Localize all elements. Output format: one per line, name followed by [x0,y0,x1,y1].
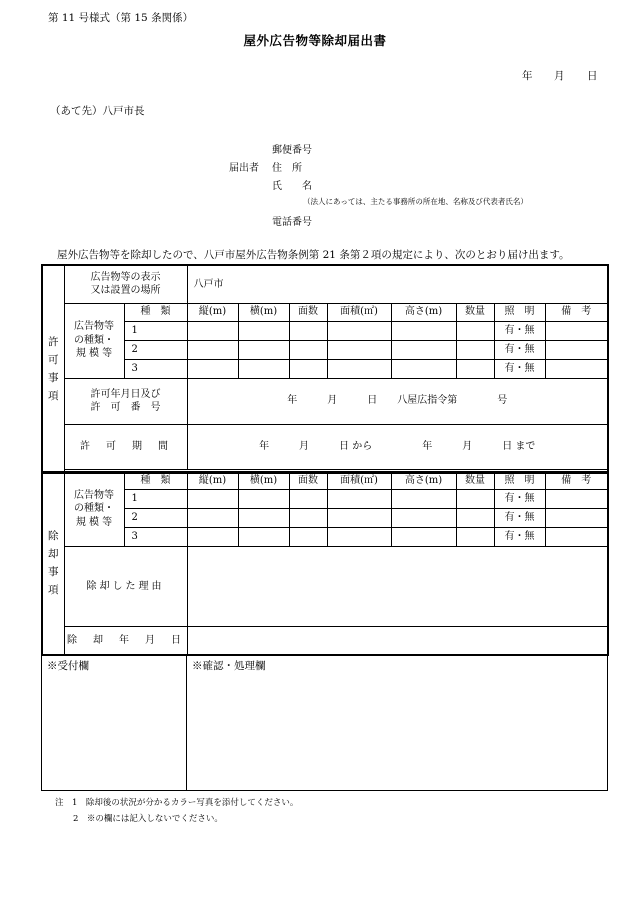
confirmation-field: ※確認・処理欄 [187,656,608,790]
cell-input[interactable] [327,490,391,509]
cell-input[interactable] [289,528,327,547]
cell-input[interactable] [391,340,456,359]
removal-date-label: 除 却 年 月 日 [64,627,187,655]
cell-input[interactable] [238,340,289,359]
reception-field: ※受付欄 [42,656,187,790]
cell-input[interactable] [545,340,608,359]
col-type-header: 種 類 [124,303,187,321]
lighting-option[interactable]: 有・無 [494,528,545,547]
permit-row-1 [42,321,608,340]
removal-date-field[interactable] [187,627,608,655]
lighting-option[interactable]: 有・無 [494,509,545,528]
cell-input[interactable] [327,340,391,359]
cell-input[interactable] [187,509,238,528]
row-number: 1 [124,490,187,509]
cell-input[interactable] [238,528,289,547]
cell-input[interactable] [327,509,391,528]
col-quantity-header: 数量 [456,472,494,490]
cell-input[interactable] [289,509,327,528]
col-remarks-header: 備 考 [545,303,608,321]
cell-input[interactable] [456,509,494,528]
permit-date-number-field[interactable]: 年 月 日 八屋広指令第 号 [187,378,608,424]
col-width-header: 横(m) [238,472,289,490]
removal-row-2 [42,509,608,528]
cell-input[interactable] [456,321,494,340]
row-number: 3 [124,528,187,547]
form-number: 第 11 号様式（第 15 条関係） [48,12,194,24]
col-lighting-header: 照 明 [494,303,545,321]
cell-input[interactable] [391,321,456,340]
date-year: 年 [522,70,533,82]
cell-input[interactable] [187,321,238,340]
permit-period-field[interactable]: 年 月 日 から 年 月 日 まで [187,424,608,469]
document-title: 屋外広告物等除却届出書 [243,33,387,48]
note-1: 注 1 除却後の状況が分かるカラー写真を添付してください。 [55,798,299,808]
cell-input[interactable] [545,509,608,528]
office-use-table [41,656,608,791]
cell-input[interactable] [238,509,289,528]
col-area-header: 面積(㎡) [327,472,391,490]
cell-input[interactable] [187,528,238,547]
cell-input[interactable] [327,359,391,378]
address-label: 住 所 [272,163,302,174]
removal-row-1 [42,490,608,509]
lighting-option[interactable]: 有・無 [494,490,545,509]
cell-input[interactable] [327,528,391,547]
intro-text: 屋外広告物等を除却したので、八戸市屋外広告物条例第 21 条第２項の規定により、次のとおり届け出ます。 [57,249,570,261]
removal-table [41,471,609,656]
col-remarks-header: 備 考 [545,472,608,490]
location-field[interactable]: 八戸市 [187,265,608,303]
cell-input[interactable] [289,321,327,340]
cell-input[interactable] [391,509,456,528]
cell-input[interactable] [238,321,289,340]
cell-input[interactable] [545,321,608,340]
col-faces-header: 面数 [289,303,327,321]
removal-reason-field[interactable] [187,547,608,627]
date-month: 月 [554,70,565,82]
permit-period-label: 許 可 期 間 [64,424,187,469]
lighting-option[interactable]: 有・無 [494,321,545,340]
note-2: 2 ※の欄には記入しないでください。 [73,814,223,824]
name-label: 氏 名 [272,181,312,192]
cell-input[interactable] [456,490,494,509]
cell-input[interactable] [187,359,238,378]
permit-row-2 [42,340,608,359]
lighting-option[interactable]: 有・無 [494,359,545,378]
col-elevation-header: 高さ(m) [391,303,456,321]
removal-row-3 [42,528,608,547]
permit-date-number-label: 許可年月日及び 許 可 番 号 [64,378,187,424]
cell-input[interactable] [456,359,494,378]
permit-ad-type-label: 広告物等 の種類・ 規 模 等 [64,303,124,378]
col-quantity-header: 数量 [456,303,494,321]
postal-code-label: 郵便番号 [272,145,312,156]
cell-input[interactable] [289,359,327,378]
cell-input[interactable] [391,490,456,509]
cell-input[interactable] [456,340,494,359]
col-elevation-header: 高さ(m) [391,472,456,490]
cell-input[interactable] [545,528,608,547]
row-number: 3 [124,359,187,378]
lighting-option[interactable]: 有・無 [494,340,545,359]
row-number: 1 [124,321,187,340]
location-label: 広告物等の表示 又は設置の場所 [64,265,187,303]
row-number: 2 [124,340,187,359]
cell-input[interactable] [187,490,238,509]
notification-table [41,264,609,474]
col-height-header: 縦(m) [187,472,238,490]
notifier-label: 届出者 [229,163,259,174]
permit-row-3 [42,359,608,378]
col-width-header: 横(m) [238,303,289,321]
col-area-header: 面積(㎡) [327,303,391,321]
cell-input[interactable] [327,321,391,340]
removal-ad-type-label: 広告物等 の種類・ 規 模 等 [64,472,124,547]
permit-section-label: 許 可 事 項 [42,265,64,473]
phone-label: 電話番号 [272,217,312,228]
cell-input[interactable] [289,340,327,359]
removal-section-label: 除 却 事 項 [42,472,64,655]
cell-input[interactable] [545,490,608,509]
cell-input[interactable] [187,340,238,359]
col-lighting-header: 照 明 [494,472,545,490]
col-faces-header: 面数 [289,472,327,490]
addressee: （あて先）八戸市長 [50,105,145,117]
removal-reason-label: 除却した理由 [64,547,187,627]
cell-input[interactable] [391,528,456,547]
row-number: 2 [124,509,187,528]
cell-input[interactable] [391,359,456,378]
corporation-note: （法人にあっては、主たる事務所の所在地、名称及び代表者氏名） [303,197,528,206]
cell-input[interactable] [238,490,289,509]
col-height-header: 縦(m) [187,303,238,321]
date-day: 日 [587,70,598,82]
col-type-header: 種 類 [124,472,187,490]
cell-input[interactable] [545,359,608,378]
cell-input[interactable] [456,528,494,547]
cell-input[interactable] [238,359,289,378]
cell-input[interactable] [289,490,327,509]
